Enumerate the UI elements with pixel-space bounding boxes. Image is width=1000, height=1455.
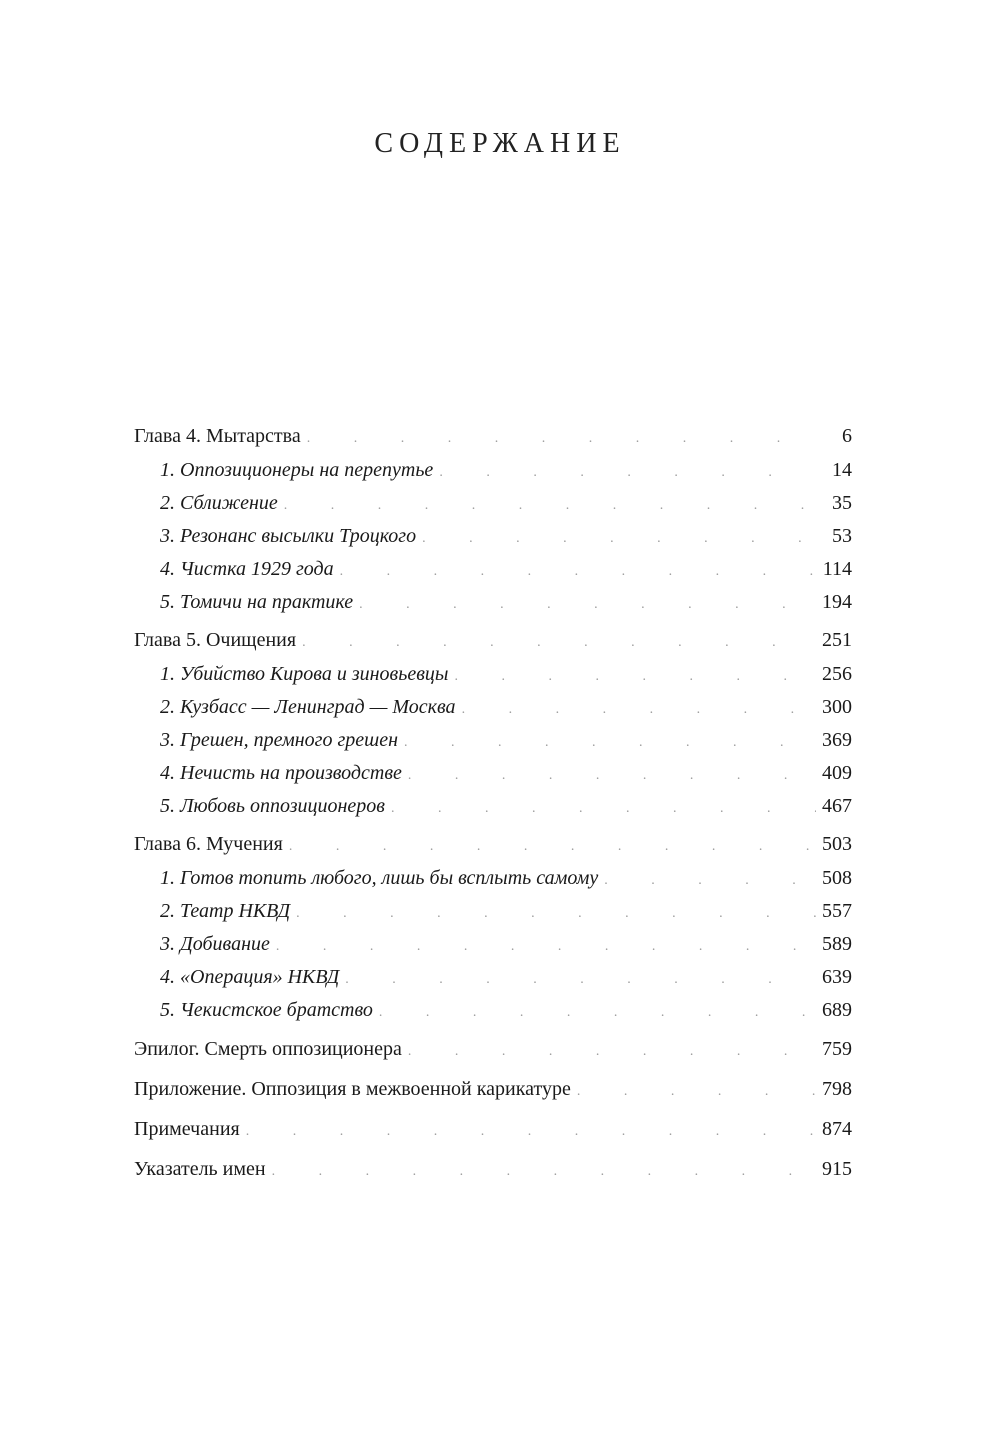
- dot-leader: [296, 906, 816, 922]
- toc-section[interactable]: [134, 999, 852, 1032]
- toc-section[interactable]: [134, 459, 852, 492]
- dot-leader: [284, 498, 816, 514]
- toc-entry-label: Глава 6. Мучения: [134, 833, 283, 855]
- toc-page-number: 503: [822, 833, 852, 855]
- dot-leader: [379, 1005, 816, 1021]
- dot-leader: [289, 839, 816, 855]
- toc-chapter-5[interactable]: [134, 629, 852, 663]
- toc-entry-label: 1. Оппозиционеры на перепутье: [160, 459, 434, 481]
- toc-section[interactable]: [134, 795, 852, 828]
- toc-page-number: 251: [822, 629, 852, 651]
- dot-leader: [340, 564, 816, 580]
- toc-section[interactable]: [134, 696, 852, 729]
- toc-section[interactable]: [134, 933, 852, 966]
- dot-leader: [577, 1084, 816, 1100]
- toc-page-number: 194: [822, 591, 852, 613]
- dot-leader: [454, 669, 816, 685]
- toc-section[interactable]: [134, 591, 852, 624]
- toc-page-number: 508: [822, 867, 852, 889]
- dot-leader: [408, 1044, 816, 1060]
- dot-leader: [391, 801, 816, 817]
- dot-leader: [439, 465, 816, 481]
- toc-page-number: 114: [822, 558, 852, 580]
- toc-page-number: 639: [822, 966, 852, 988]
- toc-notes[interactable]: [134, 1118, 852, 1152]
- dot-leader: [359, 597, 816, 613]
- toc-entry-label: Глава 4. Мытарства: [134, 425, 301, 447]
- toc-entry-label: 3. Добивание: [160, 933, 270, 955]
- toc-page-number: 256: [822, 663, 852, 685]
- dot-leader: [604, 873, 816, 889]
- toc-section[interactable]: [134, 729, 852, 762]
- toc-page-number: 557: [822, 900, 852, 922]
- toc-page-number: 467: [822, 795, 852, 817]
- toc-entry-label: Указатель имен: [134, 1158, 266, 1180]
- toc-entry-label: 3. Грешен, премного грешен: [160, 729, 399, 751]
- toc-page-number: 53: [832, 525, 852, 547]
- toc-section[interactable]: [134, 966, 852, 999]
- toc-page-number: 589: [822, 933, 852, 955]
- toc-section[interactable]: [134, 900, 852, 933]
- toc-entry-label: Приложение. Оппозиция в межвоенной карикатуре: [134, 1078, 571, 1100]
- toc-chapter-4[interactable]: [134, 425, 852, 459]
- toc-entry-label: 1. Убийство Кирова и зиновьевцы: [160, 663, 449, 685]
- dot-leader: [276, 939, 816, 955]
- toc-entry-label: 5. Томичи на практике: [160, 591, 354, 613]
- dot-leader: [404, 735, 816, 751]
- toc-entry-label: 4. «Операция» НКВД: [160, 966, 340, 988]
- dot-leader: [246, 1124, 816, 1140]
- dot-leader: [422, 531, 816, 547]
- toc-page-number: 874: [822, 1118, 852, 1140]
- dot-leader: [302, 635, 816, 651]
- table-of-contents: [134, 425, 852, 1192]
- toc-page-number: 35: [832, 492, 852, 514]
- dot-leader: [408, 768, 816, 784]
- toc-entry-label: 4. Чистка 1929 года: [160, 558, 334, 580]
- page-title: СОДЕРЖАНИЕ: [374, 128, 626, 159]
- toc-page-number: 409: [822, 762, 852, 784]
- toc-section[interactable]: [134, 867, 852, 900]
- toc-section[interactable]: [134, 558, 852, 591]
- toc-chapter-6[interactable]: [134, 833, 852, 867]
- toc-entry-label: Глава 5. Очищения: [134, 629, 297, 651]
- toc-entry-label: 2. Театр НКВД: [160, 900, 291, 922]
- toc-page-number: 369: [822, 729, 852, 751]
- toc-entry-label: Эпилог. Смерть оппозиционера: [134, 1038, 402, 1060]
- toc-entry-label: 2. Сближение: [160, 492, 278, 514]
- toc-page-number: 798: [822, 1078, 852, 1100]
- toc-epilogue[interactable]: [134, 1038, 852, 1072]
- toc-page-number: 759: [822, 1038, 852, 1060]
- toc-entry-label: Примечания: [134, 1118, 240, 1140]
- toc-section[interactable]: [134, 762, 852, 795]
- toc-name-index[interactable]: [134, 1158, 852, 1192]
- toc-page-number: 300: [822, 696, 852, 718]
- toc-page-number: 689: [822, 999, 852, 1021]
- toc-appendix[interactable]: [134, 1078, 852, 1112]
- toc-page-number: 14: [832, 459, 852, 481]
- toc-section[interactable]: [134, 525, 852, 558]
- dot-leader: [345, 972, 816, 988]
- toc-entry-label: 4. Нечисть на производстве: [160, 762, 402, 784]
- dot-leader: [272, 1164, 816, 1180]
- toc-section[interactable]: [134, 492, 852, 525]
- toc-page-number: 915: [822, 1158, 852, 1180]
- toc-entry-label: 2. Кузбасс — Ленинград — Москва: [160, 696, 456, 718]
- toc-entry-label: 3. Резонанс высылки Троцкого: [160, 525, 417, 547]
- toc-page-number: 6: [842, 425, 852, 447]
- dot-leader: [307, 431, 816, 447]
- toc-entry-label: 1. Готов топить любого, лишь бы всплыть самому: [160, 867, 599, 889]
- toc-entry-label: 5. Любовь оппозиционеров: [160, 795, 385, 817]
- toc-section[interactable]: [134, 663, 852, 696]
- toc-entry-label: 5. Чекистское братство: [160, 999, 373, 1021]
- dot-leader: [462, 702, 816, 718]
